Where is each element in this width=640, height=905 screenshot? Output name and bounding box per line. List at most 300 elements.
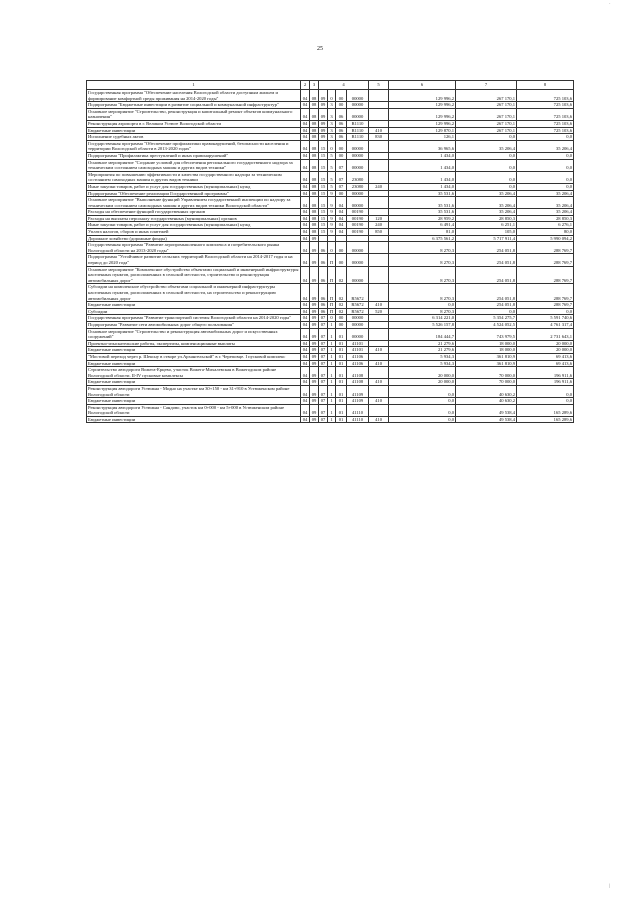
- row-name: Государственная программа "Развитие транспортной системы Вологодской области на 2014-2020 годы": [87, 315, 301, 322]
- value-2018: 28 959,2: [389, 215, 456, 222]
- code-program: 07: [319, 353, 328, 360]
- table-row: [87, 127, 574, 134]
- value-2019: 0,0: [456, 308, 517, 315]
- code-section: 09: [310, 340, 319, 347]
- value-2020: 5 591 740,6: [517, 315, 574, 322]
- value-2018: 129 996,2: [389, 108, 456, 120]
- value-2019: 254 051,8: [456, 254, 517, 266]
- value-2020: 35 206,4: [517, 190, 574, 197]
- code-program: 06: [319, 254, 328, 266]
- code-activity: 02: [336, 266, 347, 284]
- code-expense-type: 240: [369, 222, 389, 229]
- code-ministry: 04: [301, 197, 310, 209]
- code-section: 09: [310, 302, 319, 309]
- row-name: "Мостовой переход через р. Шексну в створе ул.Архангельской" в г. Череповце. I пусковой комплекс: [87, 353, 301, 360]
- row-name: Государственная программа "Обеспечение профилактики правонарушений, безопасности населения и территории Вологодской области в 2013-2020 годах": [87, 140, 301, 152]
- table-row: [87, 266, 574, 284]
- code-direction: 41108: [347, 379, 369, 386]
- code-expense-type: 410: [369, 302, 389, 309]
- row-name: Иные закупки товаров, работ и услуг для государственных (муниципальных) нужд: [87, 183, 301, 190]
- code-activity: 00: [336, 321, 347, 328]
- code-program: 15: [319, 190, 328, 197]
- code-direction: R1110: [347, 120, 369, 127]
- code-subprogram: 1: [328, 398, 336, 405]
- table-row: [87, 340, 574, 347]
- code-subprogram: 1: [328, 416, 336, 423]
- code-program: 09: [319, 90, 328, 102]
- table-row: [87, 140, 574, 152]
- value-2019: 267 170,1: [456, 120, 517, 127]
- table-row: [87, 284, 574, 302]
- code-section: 09: [310, 328, 319, 340]
- code-ministry: 04: [301, 254, 310, 266]
- value-2019: 35 206,4: [456, 197, 517, 209]
- code-expense-type: [369, 315, 389, 322]
- code-direction: 23080: [347, 183, 369, 190]
- row-name: Дорожное хозяйство (дорожные фонды): [87, 235, 301, 242]
- code-program: 07: [319, 404, 328, 416]
- code-ministry: 04: [301, 90, 310, 102]
- value-2019: 267 170,1: [456, 90, 517, 102]
- value-2020: 5 990 094,2: [517, 235, 574, 242]
- code-ministry: 04: [301, 183, 310, 190]
- value-2020: 69 413,6: [517, 353, 574, 360]
- code-ministry: 04: [301, 379, 310, 386]
- code-activity: 07: [336, 159, 347, 171]
- code-subprogram: 9: [328, 215, 336, 222]
- code-activity: 01: [336, 385, 347, 397]
- value-2018: 184 444,7: [389, 328, 456, 340]
- code-subprogram: 1: [328, 340, 336, 347]
- value-2019: 5 717 911,4: [456, 235, 517, 242]
- code-program: 06: [319, 308, 328, 315]
- code-subprogram: 3: [328, 134, 336, 141]
- code-program: 07: [319, 340, 328, 347]
- code-expense-type: [369, 353, 389, 360]
- row-name: Бюджетные инвестиции: [87, 302, 301, 309]
- code-program: 06: [319, 302, 328, 309]
- code-direction: 41110: [347, 404, 369, 416]
- row-name: Расходы на выплаты персоналу государственных (муниципальных) органов: [87, 215, 301, 222]
- code-activity: 00: [336, 152, 347, 159]
- value-2020: 80,0: [517, 229, 574, 236]
- code-program: 07: [319, 347, 328, 354]
- value-2018: 36 965,6: [389, 140, 456, 152]
- code-subprogram: 5: [328, 183, 336, 190]
- value-2018: 21 279,6: [389, 347, 456, 354]
- code-subprogram: П: [328, 284, 336, 302]
- value-2019: 35 206,4: [456, 209, 517, 216]
- value-2020: 725 103,6: [517, 127, 574, 134]
- code-expense-type: [369, 90, 389, 102]
- value-2020: 0,0: [517, 171, 574, 183]
- code-program: 07: [319, 416, 328, 423]
- code-activity: 00: [336, 190, 347, 197]
- value-2020: 4 761 317,4: [517, 321, 574, 328]
- code-expense-type: [369, 321, 389, 328]
- row-name: Мероприятия по повышению эффективности и качества государственного надзора за техническим состоянием самоходных машин и других видов техники: [87, 171, 301, 183]
- code-direction: R5672: [347, 284, 369, 302]
- code-program: [319, 235, 328, 242]
- value-2019: 267 170,1: [456, 127, 517, 134]
- table-row: [87, 108, 574, 120]
- code-program: 15: [319, 229, 328, 236]
- table-row: [87, 353, 574, 360]
- code-subprogram: 3: [328, 102, 336, 109]
- code-section: 08: [310, 197, 319, 209]
- code-ministry: 04: [301, 222, 310, 229]
- code-direction: 00000: [347, 266, 369, 284]
- code-direction: R1110: [347, 127, 369, 134]
- table-row: [87, 215, 574, 222]
- code-ministry: 04: [301, 328, 310, 340]
- code-ministry: 04: [301, 404, 310, 416]
- code-section: 08: [310, 140, 319, 152]
- code-expense-type: [369, 102, 389, 109]
- code-subprogram: 0: [328, 242, 336, 254]
- header-cell: 8: [517, 81, 574, 90]
- code-section: 09: [310, 404, 319, 416]
- table-body: [87, 90, 574, 423]
- code-ministry: 04: [301, 190, 310, 197]
- code-direction: 41101: [347, 340, 369, 347]
- table-row: [87, 308, 574, 315]
- table-row: [87, 159, 574, 171]
- value-2020: 6 276,1: [517, 222, 574, 229]
- page-number: 25: [317, 46, 323, 52]
- code-direction: 00000: [347, 321, 369, 328]
- code-ministry: 04: [301, 120, 310, 127]
- code-direction: 00000: [347, 140, 369, 152]
- code-subprogram: П: [328, 266, 336, 284]
- code-subprogram: 1: [328, 347, 336, 354]
- value-2018: 35 531,6: [389, 209, 456, 216]
- value-2020: 288 769,7: [517, 242, 574, 254]
- code-activity: 01: [336, 340, 347, 347]
- value-2020: 2 731 643,1: [517, 328, 574, 340]
- code-ministry: 04: [301, 152, 310, 159]
- header-cell: 7: [456, 81, 517, 90]
- code-direction: 41108: [347, 367, 369, 379]
- row-name: Уплата налогов, сборов и иных платежей: [87, 229, 301, 236]
- row-name: Основное мероприятие "Комплексное обустройство объектами социальной и инженерной инфраструктуры населенных пунктов, расположенных в сельской местности, строительство и реконструкция автомобильных дорог": [87, 266, 301, 284]
- code-direction: 00190: [347, 229, 369, 236]
- code-subprogram: 1: [328, 353, 336, 360]
- code-direction: 00000: [347, 254, 369, 266]
- code-activity: 06: [336, 120, 347, 127]
- value-2018: 0,0: [389, 404, 456, 416]
- code-program: 07: [319, 398, 328, 405]
- code-subprogram: П: [328, 302, 336, 309]
- value-2018: 126,1: [389, 134, 456, 141]
- code-subprogram: 3: [328, 108, 336, 120]
- value-2020: 35 206,4: [517, 197, 574, 209]
- code-program: 06: [319, 242, 328, 254]
- code-direction: 23080: [347, 171, 369, 183]
- code-activity: 00: [336, 242, 347, 254]
- code-activity: 01: [336, 404, 347, 416]
- code-expense-type: 410: [369, 416, 389, 423]
- code-subprogram: 9: [328, 229, 336, 236]
- code-expense-type: 410: [369, 398, 389, 405]
- code-ministry: 04: [301, 171, 310, 183]
- row-name: Иные закупки товаров, работ и услуг для государственных (муниципальных) нужд: [87, 222, 301, 229]
- code-activity: 04: [336, 197, 347, 209]
- table-row: [87, 385, 574, 397]
- code-subprogram: 1: [328, 367, 336, 379]
- value-2018: 0,0: [389, 398, 456, 405]
- value-2018: 5 526 157,8: [389, 321, 456, 328]
- code-ministry: 04: [301, 398, 310, 405]
- code-section: 08: [310, 102, 319, 109]
- code-expense-type: [369, 284, 389, 302]
- table-row: [87, 367, 574, 379]
- code-program: 06: [319, 266, 328, 284]
- value-2018: 1 434,0: [389, 171, 456, 183]
- code-direction: 00000: [347, 328, 369, 340]
- table-row: [87, 328, 574, 340]
- table-row: [87, 102, 574, 109]
- code-direction: 41101: [347, 347, 369, 354]
- row-name: Государственная программа "Обеспечение населения Вологодской области доступным жильем и формирование комфортной среды проживания на 2014-2020 годы": [87, 90, 301, 102]
- code-activity: 01: [336, 367, 347, 379]
- table-row: [87, 360, 574, 367]
- code-subprogram: 0: [328, 90, 336, 102]
- row-name: Подпрограмма "Бюджетные инвестиции в развитие социальной и коммунальной инфраструктур": [87, 102, 301, 109]
- code-section: 08: [310, 127, 319, 134]
- code-section: 09: [310, 353, 319, 360]
- code-program: 09: [319, 120, 328, 127]
- row-name: Основное мероприятие "Строительство и реконструкция автомобильных дорог и искусственных сооружений": [87, 328, 301, 340]
- value-2019: 0,0: [456, 183, 517, 190]
- value-2018: 129 996,2: [389, 102, 456, 109]
- code-section: 08: [310, 209, 319, 216]
- value-2018: 1 434,0: [389, 152, 456, 159]
- table-row: [87, 254, 574, 266]
- code-subprogram: 5: [328, 171, 336, 183]
- value-2018: 129 870,1: [389, 127, 456, 134]
- code-section: 09: [310, 398, 319, 405]
- value-2020: 69 413,6: [517, 360, 574, 367]
- code-program: 07: [319, 328, 328, 340]
- code-direction: R5672: [347, 302, 369, 309]
- code-expense-type: [369, 108, 389, 120]
- row-name: Бюджетные инвестиции: [87, 127, 301, 134]
- code-expense-type: [369, 242, 389, 254]
- budget-table: [86, 80, 574, 423]
- row-name: Расходы на обеспечение функций государственных органов: [87, 209, 301, 216]
- value-2019: 254 051,8: [456, 242, 517, 254]
- row-name: Бюджетные инвестиции: [87, 360, 301, 367]
- code-subprogram: 5: [328, 159, 336, 171]
- code-program: 07: [319, 321, 328, 328]
- code-expense-type: [369, 266, 389, 284]
- code-program: 15: [319, 222, 328, 229]
- code-expense-type: 410: [369, 127, 389, 134]
- table-row: [87, 190, 574, 197]
- value-2019: 105,0: [456, 229, 517, 236]
- code-activity: 01: [336, 353, 347, 360]
- code-ministry: 04: [301, 385, 310, 397]
- code-direction: 00000: [347, 159, 369, 171]
- code-activity: 01: [336, 328, 347, 340]
- code-activity: 00: [336, 140, 347, 152]
- code-ministry: 04: [301, 140, 310, 152]
- code-program: 15: [319, 140, 328, 152]
- value-2018: 8 270,3: [389, 284, 456, 302]
- table-row: [87, 171, 574, 183]
- value-2018: 8 270,3: [389, 242, 456, 254]
- row-name: Реконструкция автодороги Устюжна - Модно на участке км 30+150 - км 31+910 в Устюженском районе Вологодской области: [87, 385, 301, 397]
- row-name: Проектно-изыскательские работы, экспертизы, компенсационные выплаты: [87, 340, 301, 347]
- code-section: 09: [310, 360, 319, 367]
- code-ministry: 04: [301, 108, 310, 120]
- code-subprogram: 1: [328, 379, 336, 386]
- value-2020: 0,0: [517, 398, 574, 405]
- code-expense-type: [369, 197, 389, 209]
- code-ministry: 04: [301, 367, 310, 379]
- row-name: Основное мероприятие "Строительство, реконструкция и капитальный ремонт объектов коммунального назначения": [87, 108, 301, 120]
- table-row: [87, 209, 574, 216]
- code-program: 15: [319, 183, 328, 190]
- value-2018: 35 531,6: [389, 190, 456, 197]
- code-activity: 01: [336, 347, 347, 354]
- code-ministry: 04: [301, 340, 310, 347]
- code-subprogram: 9: [328, 222, 336, 229]
- table-row: [87, 120, 574, 127]
- table-row: [87, 315, 574, 322]
- code-subprogram: 1: [328, 321, 336, 328]
- code-program: 07: [319, 379, 328, 386]
- code-subprogram: 1: [328, 328, 336, 340]
- value-2019: 6 251,1: [456, 222, 517, 229]
- value-2020: 20 000,0: [517, 347, 574, 354]
- code-expense-type: [369, 171, 389, 183]
- code-direction: 00190: [347, 215, 369, 222]
- code-expense-type: [369, 152, 389, 159]
- code-expense-type: 850: [369, 229, 389, 236]
- value-2019: 28 850,3: [456, 215, 517, 222]
- code-section: 08: [310, 229, 319, 236]
- row-name: Бюджетные инвестиции: [87, 416, 301, 423]
- value-2020: 165 289,6: [517, 416, 574, 423]
- value-2019: 0,0: [456, 134, 517, 141]
- value-2020: 288 769,7: [517, 266, 574, 284]
- code-ministry: 04: [301, 353, 310, 360]
- code-program: 09: [319, 134, 328, 141]
- code-ministry: 04: [301, 127, 310, 134]
- code-ministry: 04: [301, 360, 310, 367]
- code-section: 09: [310, 416, 319, 423]
- row-name: Строительство автодороги Вожега-Ерцево, участок Вожега-Михалевская в Вожегодском районе Вологодской области. II-IV пусковые комплексы: [87, 367, 301, 379]
- code-program: 09: [319, 102, 328, 109]
- code-activity: 00: [336, 315, 347, 322]
- code-expense-type: [369, 254, 389, 266]
- value-2018: 6 314 221,0: [389, 315, 456, 322]
- code-activity: 01: [336, 379, 347, 386]
- code-section: 08: [310, 134, 319, 141]
- code-ministry: 04: [301, 302, 310, 309]
- code-expense-type: [369, 209, 389, 216]
- value-2018: 129 996,2: [389, 90, 456, 102]
- table-row: [87, 321, 574, 328]
- code-ministry: 04: [301, 347, 310, 354]
- code-ministry: 04: [301, 266, 310, 284]
- code-program: 15: [319, 209, 328, 216]
- value-2020: 288 769,7: [517, 284, 574, 302]
- value-2019: 70 000,0: [456, 367, 517, 379]
- code-program: 09: [319, 108, 328, 120]
- code-activity: 02: [336, 302, 347, 309]
- row-name: Подпрограмма "Профилактика преступлений и иных правонарушений": [87, 152, 301, 159]
- code-program: 07: [319, 367, 328, 379]
- table-row: [87, 197, 574, 209]
- code-program: 15: [319, 171, 328, 183]
- code-activity: 06: [336, 127, 347, 134]
- code-activity: [336, 235, 347, 242]
- value-2019: 35 206,4: [456, 140, 517, 152]
- code-section: 09: [310, 315, 319, 322]
- code-expense-type: [369, 190, 389, 197]
- code-subprogram: 9: [328, 190, 336, 197]
- code-expense-type: [369, 404, 389, 416]
- code-expense-type: [369, 385, 389, 397]
- code-section: 09: [310, 379, 319, 386]
- value-2018: 6 491,4: [389, 222, 456, 229]
- code-subprogram: 0: [328, 140, 336, 152]
- code-section: 09: [310, 284, 319, 302]
- value-2019: 0,0: [456, 159, 517, 171]
- value-2020: 165 289,6: [517, 404, 574, 416]
- value-2020: 0,0: [517, 308, 574, 315]
- value-2018: 6 375 561,2: [389, 235, 456, 242]
- code-activity: 06: [336, 134, 347, 141]
- code-section: 08: [310, 152, 319, 159]
- row-name: Субсидии на комплексное обустройство объектами социальной и инженерной инфраструктуры населенных пунктов, расположенных в сельской местности, на строительство и реконструкцию автомобильных дорог: [87, 284, 301, 302]
- value-2020: 0,0: [517, 385, 574, 397]
- code-section: 08: [310, 90, 319, 102]
- value-2019: 4 524 052,5: [456, 321, 517, 328]
- value-2020: 288 769,7: [517, 254, 574, 266]
- code-subprogram: П: [328, 254, 336, 266]
- table-row: [87, 302, 574, 309]
- code-section: 09: [310, 367, 319, 379]
- row-name: Бюджетные инвестиции: [87, 347, 301, 354]
- value-2019: 254 051,8: [456, 284, 517, 302]
- code-program: 07: [319, 360, 328, 367]
- table-row: [87, 398, 574, 405]
- code-expense-type: [369, 120, 389, 127]
- code-section: 08: [310, 171, 319, 183]
- value-2018: 0,0: [389, 385, 456, 397]
- edge-mark-top: ·: [609, 2, 611, 7]
- value-2020: 725 103,6: [517, 90, 574, 102]
- code-section: 08: [310, 215, 319, 222]
- code-direction: 00000: [347, 197, 369, 209]
- row-name: Основное мероприятие "Выполнение функций Управлением государственной инспекции по надзору за техническим состоянием самоходных машин и других видов техники Вологодской области": [87, 197, 301, 209]
- code-ministry: 04: [301, 215, 310, 222]
- code-subprogram: 3: [328, 120, 336, 127]
- code-section: 09: [310, 266, 319, 284]
- code-activity: 04: [336, 215, 347, 222]
- code-program: 09: [319, 127, 328, 134]
- value-2019: 35 206,4: [456, 190, 517, 197]
- code-subprogram: [328, 235, 336, 242]
- code-direction: 00000: [347, 315, 369, 322]
- value-2020: 725 103,6: [517, 120, 574, 127]
- code-ministry: 04: [301, 308, 310, 315]
- table-row: [87, 134, 574, 141]
